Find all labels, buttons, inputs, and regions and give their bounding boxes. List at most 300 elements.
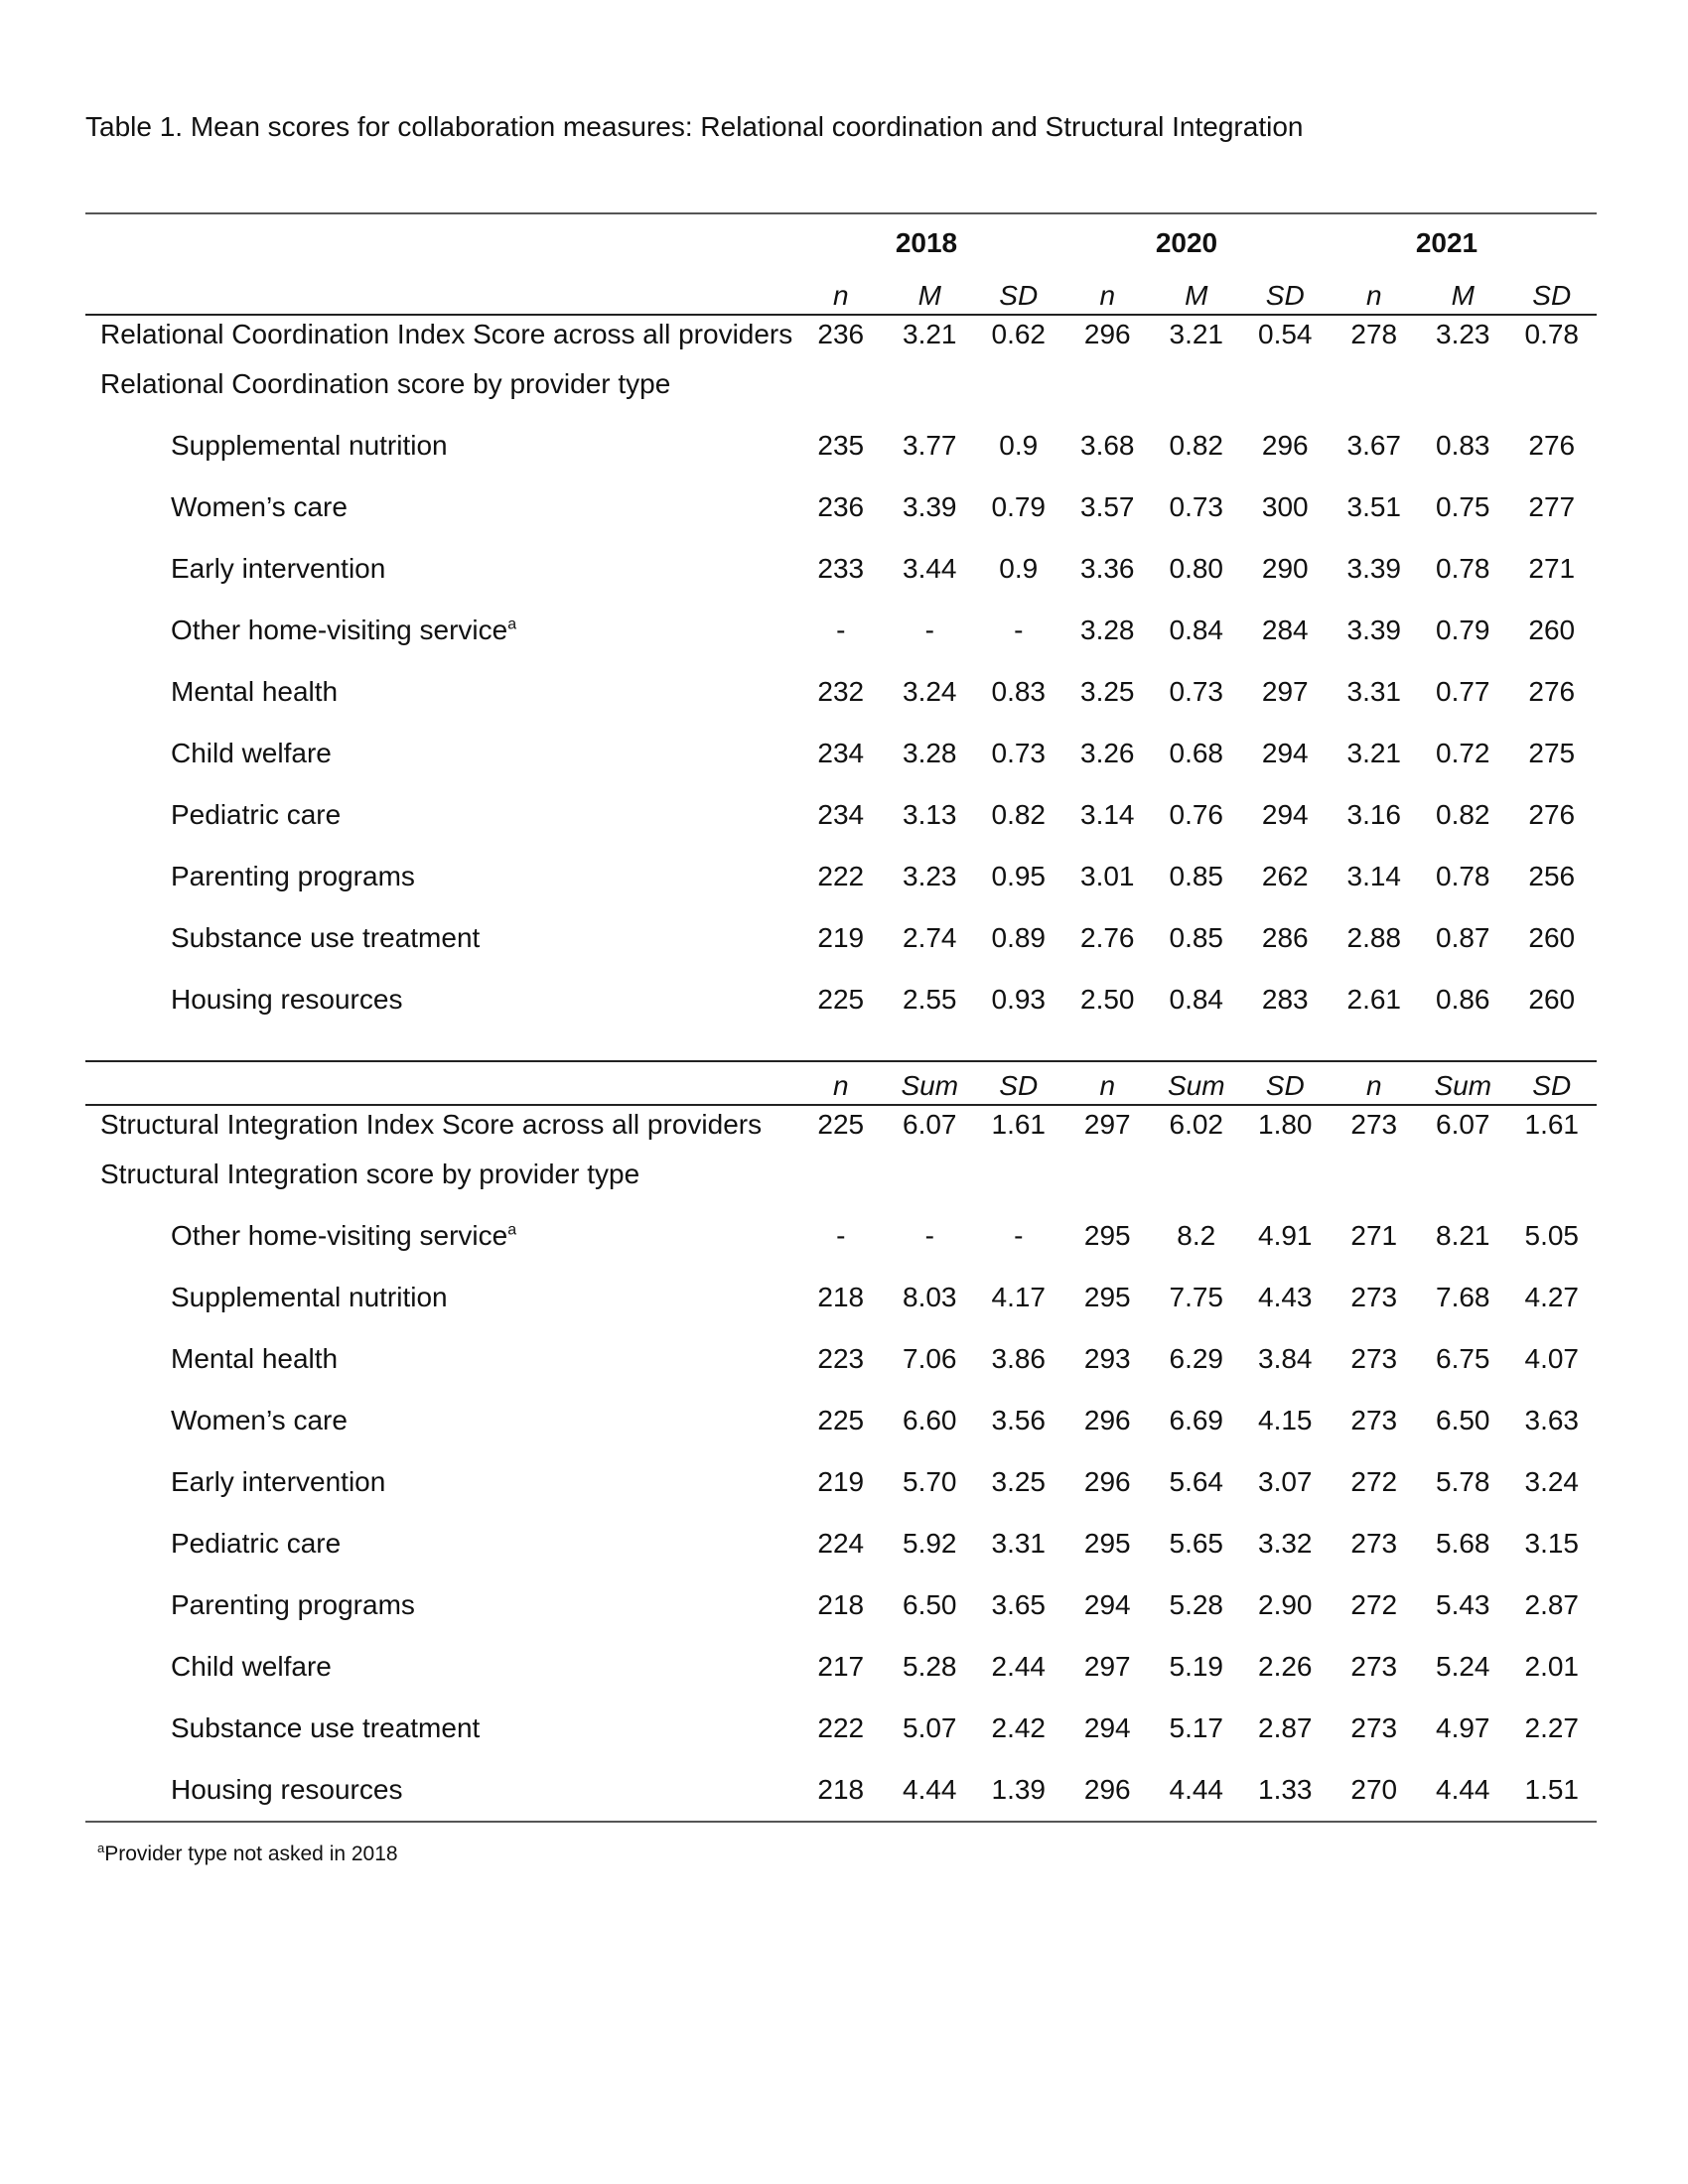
rc-value-cell: 3.67 bbox=[1346, 430, 1401, 461]
si-value-cell: 1.39 bbox=[991, 1774, 1046, 1805]
si-value-cell: 2.27 bbox=[1524, 1712, 1579, 1743]
rc-value-cell: 2.76 bbox=[1080, 922, 1135, 953]
si-value-cell: 218 bbox=[817, 1589, 865, 1620]
si-value-cell: 5.70 bbox=[903, 1466, 957, 1497]
si-value-cell: 3.24 bbox=[1524, 1466, 1579, 1497]
rc-value-cell: 3.25 bbox=[1080, 676, 1135, 707]
rc-stat-header-cell: M bbox=[1185, 280, 1208, 311]
si-provider-name: Housing resources bbox=[171, 1774, 403, 1805]
rc-value-cell: 3.39 bbox=[1346, 614, 1401, 645]
rc-provider-label bbox=[85, 614, 796, 646]
si-value-cell: 273 bbox=[1350, 1528, 1398, 1559]
rc-table-row bbox=[85, 415, 1597, 477]
rc-value-cell: 0.77 bbox=[1436, 676, 1490, 707]
si-value-cell: 5.28 bbox=[1169, 1589, 1223, 1620]
si-value-cell: 219 bbox=[817, 1466, 865, 1497]
si-provider-name: Pediatric care bbox=[171, 1528, 342, 1559]
si-value-cell: 4.07 bbox=[1524, 1343, 1579, 1374]
rc-index-row bbox=[85, 316, 1597, 353]
si-value-cell: - bbox=[1014, 1220, 1024, 1251]
rc-table-row bbox=[85, 538, 1597, 600]
si-value-cell: 4.15 bbox=[1258, 1405, 1313, 1435]
si-provider-label bbox=[85, 1220, 796, 1252]
si-index-cell: 1.61 bbox=[991, 1109, 1046, 1140]
si-stat-header-cell: n bbox=[832, 1070, 849, 1101]
si-stat-header-cell: SD bbox=[1265, 1070, 1305, 1101]
rc-value-cell: 0.78 bbox=[1436, 553, 1490, 584]
rc-value-cell: 3.77 bbox=[903, 430, 957, 461]
rc-value-cell: 0.75 bbox=[1436, 491, 1490, 522]
si-provider-label bbox=[85, 1343, 796, 1375]
rc-value-cell: 236 bbox=[817, 491, 865, 522]
si-value-cell: 5.65 bbox=[1169, 1528, 1223, 1559]
rc-value-cell: 3.23 bbox=[903, 861, 957, 891]
si-value-cell: 5.19 bbox=[1169, 1651, 1223, 1682]
rc-provider-name: Housing resources bbox=[171, 984, 403, 1015]
rc-value-cell: 0.78 bbox=[1436, 861, 1490, 891]
rc-value-cell: 3.39 bbox=[1346, 553, 1401, 584]
si-value-cell: 1.33 bbox=[1258, 1774, 1313, 1805]
si-value-cell: 4.27 bbox=[1524, 1282, 1579, 1312]
si-value-cell: 5.78 bbox=[1436, 1466, 1490, 1497]
rc-index-cell: 0.62 bbox=[991, 319, 1046, 349]
si-provider-label bbox=[85, 1466, 796, 1498]
year-header-2018: 2018 bbox=[895, 227, 958, 258]
si-value-cell: 218 bbox=[817, 1774, 865, 1805]
rc-provider-label bbox=[85, 738, 796, 769]
rc-value-cell: 232 bbox=[817, 676, 865, 707]
structural-integration-table bbox=[85, 1060, 1597, 1823]
si-value-cell: 5.68 bbox=[1436, 1528, 1490, 1559]
si-table-row bbox=[85, 1636, 1597, 1698]
rc-value-cell: 0.73 bbox=[991, 738, 1046, 768]
si-value-cell: 3.84 bbox=[1258, 1343, 1313, 1374]
rc-stat-header-cell: SD bbox=[999, 280, 1039, 311]
rc-value-cell: 0.83 bbox=[1436, 430, 1490, 461]
si-value-cell: 2.87 bbox=[1524, 1589, 1579, 1620]
rc-index-cell: 236 bbox=[817, 319, 865, 349]
si-value-cell: 2.44 bbox=[991, 1651, 1046, 1682]
si-provider-label bbox=[85, 1405, 796, 1436]
si-table-row bbox=[85, 1328, 1597, 1390]
table-footnote bbox=[97, 1843, 398, 1866]
si-value-cell: 4.44 bbox=[1169, 1774, 1223, 1805]
si-value-cell: 270 bbox=[1350, 1774, 1398, 1805]
rc-group-label: Relational Coordination score by provider type bbox=[100, 368, 671, 399]
rc-index-cell: 0.78 bbox=[1524, 319, 1579, 349]
si-value-cell: 294 bbox=[1083, 1589, 1131, 1620]
rc-table-row bbox=[85, 784, 1597, 846]
rc-value-cell: 0.84 bbox=[1169, 614, 1223, 645]
si-value-cell: 273 bbox=[1350, 1651, 1398, 1682]
si-table-row bbox=[85, 1698, 1597, 1759]
si-value-cell: 4.44 bbox=[903, 1774, 957, 1805]
si-value-cell: 3.32 bbox=[1258, 1528, 1313, 1559]
rc-value-cell: 234 bbox=[817, 799, 865, 830]
table-caption: Table 1. Mean scores for collaboration measures: Relational coordination and Structural Integration bbox=[85, 111, 1304, 142]
si-provider-name: Parenting programs bbox=[171, 1589, 415, 1620]
rc-value-cell: 3.13 bbox=[903, 799, 957, 830]
si-value-cell: 273 bbox=[1350, 1282, 1398, 1312]
rc-value-cell: 0.85 bbox=[1169, 922, 1223, 953]
rc-value-cell: 3.16 bbox=[1346, 799, 1401, 830]
rc-value-cell: 256 bbox=[1528, 861, 1576, 891]
si-stat-header-cell: Sum bbox=[1434, 1070, 1492, 1101]
rc-table-row bbox=[85, 907, 1597, 969]
rc-provider-label bbox=[85, 553, 796, 585]
rc-value-cell: 234 bbox=[817, 738, 865, 768]
si-value-cell: 2.90 bbox=[1258, 1589, 1313, 1620]
si-value-cell: 6.50 bbox=[1436, 1405, 1490, 1435]
rc-value-cell: 260 bbox=[1528, 922, 1576, 953]
si-index-cell: 1.61 bbox=[1524, 1109, 1579, 1140]
rc-provider-label bbox=[85, 861, 796, 892]
rc-value-cell: - bbox=[924, 614, 934, 645]
rc-value-cell: 286 bbox=[1261, 922, 1309, 953]
rc-value-cell: 3.36 bbox=[1080, 553, 1135, 584]
si-provider-name: Child welfare bbox=[171, 1651, 332, 1682]
rc-value-cell: 0.72 bbox=[1436, 738, 1490, 768]
si-value-cell: 6.69 bbox=[1169, 1405, 1223, 1435]
si-value-cell: 4.17 bbox=[991, 1282, 1046, 1312]
footnote-marker: a bbox=[507, 615, 517, 633]
si-value-cell: 4.91 bbox=[1258, 1220, 1313, 1251]
si-value-cell: 6.60 bbox=[903, 1405, 957, 1435]
si-table-row bbox=[85, 1574, 1597, 1636]
rc-value-cell: 0.87 bbox=[1436, 922, 1490, 953]
si-value-cell: 273 bbox=[1350, 1343, 1398, 1374]
rc-stat-header-row bbox=[85, 272, 1597, 314]
year-header-2021: 2021 bbox=[1415, 227, 1478, 258]
rc-value-cell: 3.14 bbox=[1346, 861, 1401, 891]
rc-value-cell: 222 bbox=[817, 861, 865, 891]
rc-value-cell: 3.57 bbox=[1080, 491, 1135, 522]
si-provider-label bbox=[85, 1282, 796, 1313]
si-group-label: Structural Integration score by provider type bbox=[100, 1159, 640, 1189]
footnote-text: Provider type not asked in 2018 bbox=[104, 1843, 398, 1865]
rc-value-cell: 0.82 bbox=[991, 799, 1046, 830]
rc-value-cell: 2.88 bbox=[1346, 922, 1401, 953]
rc-value-cell: 277 bbox=[1528, 491, 1576, 522]
si-value-cell: 5.17 bbox=[1169, 1712, 1223, 1743]
rc-value-cell: 262 bbox=[1261, 861, 1309, 891]
rc-index-cell: 296 bbox=[1083, 319, 1131, 349]
si-provider-label bbox=[85, 1774, 796, 1806]
rc-value-cell: 284 bbox=[1261, 614, 1309, 645]
si-value-cell: 3.86 bbox=[991, 1343, 1046, 1374]
rc-value-cell: 0.79 bbox=[991, 491, 1046, 522]
rc-provider-name: Women’s care bbox=[171, 491, 348, 522]
si-provider-label bbox=[85, 1712, 796, 1744]
si-value-cell: 294 bbox=[1083, 1712, 1131, 1743]
si-provider-name: Mental health bbox=[171, 1343, 339, 1374]
rc-value-cell: 276 bbox=[1528, 799, 1576, 830]
rc-value-cell: 276 bbox=[1528, 430, 1576, 461]
rc-value-cell: 297 bbox=[1261, 676, 1309, 707]
rc-provider-name: Early intervention bbox=[171, 553, 386, 584]
rc-value-cell: 0.82 bbox=[1169, 430, 1223, 461]
si-stat-header-cell: Sum bbox=[1167, 1070, 1225, 1101]
si-stat-header-cell: SD bbox=[999, 1070, 1039, 1101]
si-value-cell: 3.63 bbox=[1524, 1405, 1579, 1435]
rc-stat-header-cell: SD bbox=[1532, 280, 1572, 311]
rc-value-cell: 271 bbox=[1528, 553, 1576, 584]
si-value-cell: 5.28 bbox=[903, 1651, 957, 1682]
year-header-2020: 2020 bbox=[1155, 227, 1218, 258]
rc-group-row bbox=[85, 353, 1597, 415]
rc-value-cell: 3.44 bbox=[903, 553, 957, 584]
rc-value-cell: 3.26 bbox=[1080, 738, 1135, 768]
rc-index-cell: 3.21 bbox=[1169, 319, 1223, 349]
si-value-cell: 296 bbox=[1083, 1774, 1131, 1805]
si-index-cell: 273 bbox=[1350, 1109, 1398, 1140]
si-index-row bbox=[85, 1106, 1597, 1144]
rc-value-cell: 3.39 bbox=[903, 491, 957, 522]
rc-stat-header-cell: n bbox=[1099, 280, 1116, 311]
si-table-row bbox=[85, 1513, 1597, 1574]
si-provider-name: Other home-visiting service bbox=[171, 1220, 508, 1251]
rc-value-cell: 3.28 bbox=[903, 738, 957, 768]
rc-value-cell: 260 bbox=[1528, 984, 1576, 1015]
rc-stat-header-cell: SD bbox=[1265, 280, 1305, 311]
rc-value-cell: 0.89 bbox=[991, 922, 1046, 953]
si-value-cell: 6.50 bbox=[903, 1589, 957, 1620]
si-value-cell: 8.2 bbox=[1177, 1220, 1216, 1251]
si-stat-header-cell: Sum bbox=[901, 1070, 959, 1101]
si-value-cell: 271 bbox=[1350, 1220, 1398, 1251]
si-value-cell: 4.43 bbox=[1258, 1282, 1313, 1312]
rc-value-cell: 0.85 bbox=[1169, 861, 1223, 891]
rc-value-cell: 0.9 bbox=[999, 553, 1039, 584]
si-value-cell: 3.31 bbox=[991, 1528, 1046, 1559]
si-value-cell: 4.44 bbox=[1436, 1774, 1490, 1805]
rc-index-cell: 278 bbox=[1350, 319, 1398, 349]
si-value-cell: 5.92 bbox=[903, 1528, 957, 1559]
rc-value-cell: 283 bbox=[1261, 984, 1309, 1015]
si-value-cell: 4.97 bbox=[1436, 1712, 1490, 1743]
si-value-cell: 8.03 bbox=[903, 1282, 957, 1312]
si-value-cell: 7.75 bbox=[1169, 1282, 1223, 1312]
rc-table-row bbox=[85, 846, 1597, 907]
rc-provider-name: Parenting programs bbox=[171, 861, 415, 891]
si-value-cell: 5.05 bbox=[1524, 1220, 1579, 1251]
si-table-row bbox=[85, 1759, 1597, 1821]
rc-value-cell: 2.55 bbox=[903, 984, 957, 1015]
rc-value-cell: 2.74 bbox=[903, 922, 957, 953]
rc-value-cell: 296 bbox=[1261, 430, 1309, 461]
si-index-cell: 6.02 bbox=[1169, 1109, 1223, 1140]
rc-provider-name: Pediatric care bbox=[171, 799, 342, 830]
rc-index-cell: 0.54 bbox=[1258, 319, 1313, 349]
si-provider-name: Substance use treatment bbox=[171, 1712, 481, 1743]
rc-provider-name: Substance use treatment bbox=[171, 922, 481, 953]
rc-value-cell: 0.95 bbox=[991, 861, 1046, 891]
si-value-cell: 5.07 bbox=[903, 1712, 957, 1743]
si-value-cell: 295 bbox=[1083, 1282, 1131, 1312]
si-provider-name: Supplemental nutrition bbox=[171, 1282, 448, 1312]
si-value-cell: 2.87 bbox=[1258, 1712, 1313, 1743]
si-stat-header-cell: n bbox=[1099, 1070, 1116, 1101]
rc-value-cell: 0.79 bbox=[1436, 614, 1490, 645]
rc-value-cell: 294 bbox=[1261, 738, 1309, 768]
rc-provider-name: Mental health bbox=[171, 676, 339, 707]
rc-index-label: Relational Coordination Index Score across all providers bbox=[100, 319, 793, 349]
si-value-cell: 7.06 bbox=[903, 1343, 957, 1374]
si-value-cell: 223 bbox=[817, 1343, 865, 1374]
si-provider-rows bbox=[85, 1205, 1597, 1821]
rc-value-cell: 300 bbox=[1261, 491, 1309, 522]
rc-value-cell: 0.73 bbox=[1169, 676, 1223, 707]
rc-provider-name: Supplemental nutrition bbox=[171, 430, 448, 461]
rc-provider-label bbox=[85, 984, 796, 1016]
si-index-label: Structural Integration Index Score across all providers bbox=[100, 1109, 763, 1140]
rc-value-cell: 2.61 bbox=[1346, 984, 1401, 1015]
rc-table-row bbox=[85, 661, 1597, 723]
rc-provider-label bbox=[85, 922, 796, 954]
rc-value-cell: - bbox=[1014, 614, 1024, 645]
rc-table-row bbox=[85, 477, 1597, 538]
rc-value-cell: 219 bbox=[817, 922, 865, 953]
rc-value-cell: 2.50 bbox=[1080, 984, 1135, 1015]
rc-provider-label bbox=[85, 430, 796, 462]
rc-value-cell: 3.21 bbox=[1346, 738, 1401, 768]
rc-value-cell: 3.01 bbox=[1080, 861, 1135, 891]
rc-value-cell: 0.76 bbox=[1169, 799, 1223, 830]
si-value-cell: 7.68 bbox=[1436, 1282, 1490, 1312]
si-value-cell: 6.29 bbox=[1169, 1343, 1223, 1374]
si-value-cell: 3.65 bbox=[991, 1589, 1046, 1620]
si-value-cell: 5.43 bbox=[1436, 1589, 1490, 1620]
si-value-cell: 297 bbox=[1083, 1651, 1131, 1682]
si-index-cell: 6.07 bbox=[1436, 1109, 1490, 1140]
si-value-cell: 225 bbox=[817, 1405, 865, 1435]
si-value-cell: 295 bbox=[1083, 1220, 1131, 1251]
rc-value-cell: 0.83 bbox=[991, 676, 1046, 707]
si-index-cell: 6.07 bbox=[903, 1109, 957, 1140]
rc-value-cell: 0.86 bbox=[1436, 984, 1490, 1015]
rc-provider-label bbox=[85, 799, 796, 831]
rc-value-cell: 3.14 bbox=[1080, 799, 1135, 830]
si-value-cell: 5.64 bbox=[1169, 1466, 1223, 1497]
rc-value-cell: 233 bbox=[817, 553, 865, 584]
si-value-cell: 6.75 bbox=[1436, 1343, 1490, 1374]
rc-value-cell: 290 bbox=[1261, 553, 1309, 584]
si-value-cell: 295 bbox=[1083, 1528, 1131, 1559]
rc-stat-header-cell: n bbox=[832, 280, 849, 311]
si-table-row bbox=[85, 1451, 1597, 1513]
rc-value-cell: 3.28 bbox=[1080, 614, 1135, 645]
si-value-cell: 273 bbox=[1350, 1712, 1398, 1743]
si-value-cell: 3.56 bbox=[991, 1405, 1046, 1435]
rc-stat-header-cell: n bbox=[1365, 280, 1382, 311]
rc-stat-header-cell: M bbox=[917, 280, 941, 311]
rc-provider-name: Other home-visiting service bbox=[171, 614, 508, 645]
rc-table-row bbox=[85, 600, 1597, 661]
si-value-cell: 3.07 bbox=[1258, 1466, 1313, 1497]
si-value-cell: 273 bbox=[1350, 1405, 1398, 1435]
rc-table-row bbox=[85, 969, 1597, 1030]
rc-value-cell: 3.31 bbox=[1346, 676, 1401, 707]
si-provider-label bbox=[85, 1651, 796, 1683]
si-provider-name: Women’s care bbox=[171, 1405, 348, 1435]
rc-value-cell: 0.82 bbox=[1436, 799, 1490, 830]
rc-value-cell: 0.68 bbox=[1169, 738, 1223, 768]
si-value-cell: 1.51 bbox=[1524, 1774, 1579, 1805]
si-provider-label bbox=[85, 1528, 796, 1560]
rc-value-cell: 235 bbox=[817, 430, 865, 461]
si-value-cell: 222 bbox=[817, 1712, 865, 1743]
rc-value-cell: 0.9 bbox=[999, 430, 1039, 461]
si-value-cell: 2.01 bbox=[1524, 1651, 1579, 1682]
si-value-cell: - bbox=[924, 1220, 934, 1251]
year-header-row bbox=[85, 214, 1597, 272]
si-index-cell: 1.80 bbox=[1258, 1109, 1313, 1140]
si-value-cell: 296 bbox=[1083, 1405, 1131, 1435]
rc-value-cell: 294 bbox=[1261, 799, 1309, 830]
si-table-row bbox=[85, 1267, 1597, 1328]
rc-provider-label bbox=[85, 491, 796, 523]
si-index-cell: 297 bbox=[1083, 1109, 1131, 1140]
rc-stat-header-cell: M bbox=[1451, 280, 1475, 311]
si-value-cell: 293 bbox=[1083, 1343, 1131, 1374]
si-stat-header-cell: n bbox=[1365, 1070, 1382, 1101]
si-value-cell: 217 bbox=[817, 1651, 865, 1682]
si-stat-header-cell: SD bbox=[1532, 1070, 1572, 1101]
rc-value-cell: 0.73 bbox=[1169, 491, 1223, 522]
rc-provider-name: Child welfare bbox=[171, 738, 332, 768]
si-value-cell: 5.24 bbox=[1436, 1651, 1490, 1682]
si-value-cell: 272 bbox=[1350, 1589, 1398, 1620]
rc-value-cell: 3.24 bbox=[903, 676, 957, 707]
si-value-cell: 2.26 bbox=[1258, 1651, 1313, 1682]
rc-value-cell: 0.84 bbox=[1169, 984, 1223, 1015]
rc-value-cell: - bbox=[836, 614, 846, 645]
si-value-cell: 272 bbox=[1350, 1466, 1398, 1497]
si-stat-header-row bbox=[85, 1062, 1597, 1104]
si-provider-label bbox=[85, 1589, 796, 1621]
footnote-marker: a bbox=[97, 1841, 105, 1855]
rc-value-cell: 260 bbox=[1528, 614, 1576, 645]
si-value-cell: 218 bbox=[817, 1282, 865, 1312]
rc-index-cell: 3.21 bbox=[903, 319, 957, 349]
relational-coordination-table bbox=[85, 212, 1597, 1030]
rc-provider-rows bbox=[85, 415, 1597, 1030]
rc-value-cell: 225 bbox=[817, 984, 865, 1015]
si-value-cell: 296 bbox=[1083, 1466, 1131, 1497]
si-value-cell: - bbox=[836, 1220, 846, 1251]
si-value-cell: 3.25 bbox=[991, 1466, 1046, 1497]
rc-table-row bbox=[85, 723, 1597, 784]
si-value-cell: 2.42 bbox=[991, 1712, 1046, 1743]
rc-value-cell: 3.51 bbox=[1346, 491, 1401, 522]
si-value-cell: 3.15 bbox=[1524, 1528, 1579, 1559]
rc-value-cell: 0.80 bbox=[1169, 553, 1223, 584]
rc-value-cell: 0.93 bbox=[991, 984, 1046, 1015]
rc-value-cell: 276 bbox=[1528, 676, 1576, 707]
si-value-cell: 224 bbox=[817, 1528, 865, 1559]
si-group-row bbox=[85, 1144, 1597, 1205]
si-table-row bbox=[85, 1390, 1597, 1451]
table-bottom-rule bbox=[85, 1821, 1597, 1823]
si-provider-name: Early intervention bbox=[171, 1466, 386, 1497]
rc-value-cell: 275 bbox=[1528, 738, 1576, 768]
si-value-cell: 8.21 bbox=[1436, 1220, 1490, 1251]
rc-provider-label bbox=[85, 676, 796, 708]
si-index-cell: 225 bbox=[817, 1109, 865, 1140]
rc-value-cell: 3.68 bbox=[1080, 430, 1135, 461]
rc-index-cell: 3.23 bbox=[1436, 319, 1490, 349]
si-table-row bbox=[85, 1205, 1597, 1267]
